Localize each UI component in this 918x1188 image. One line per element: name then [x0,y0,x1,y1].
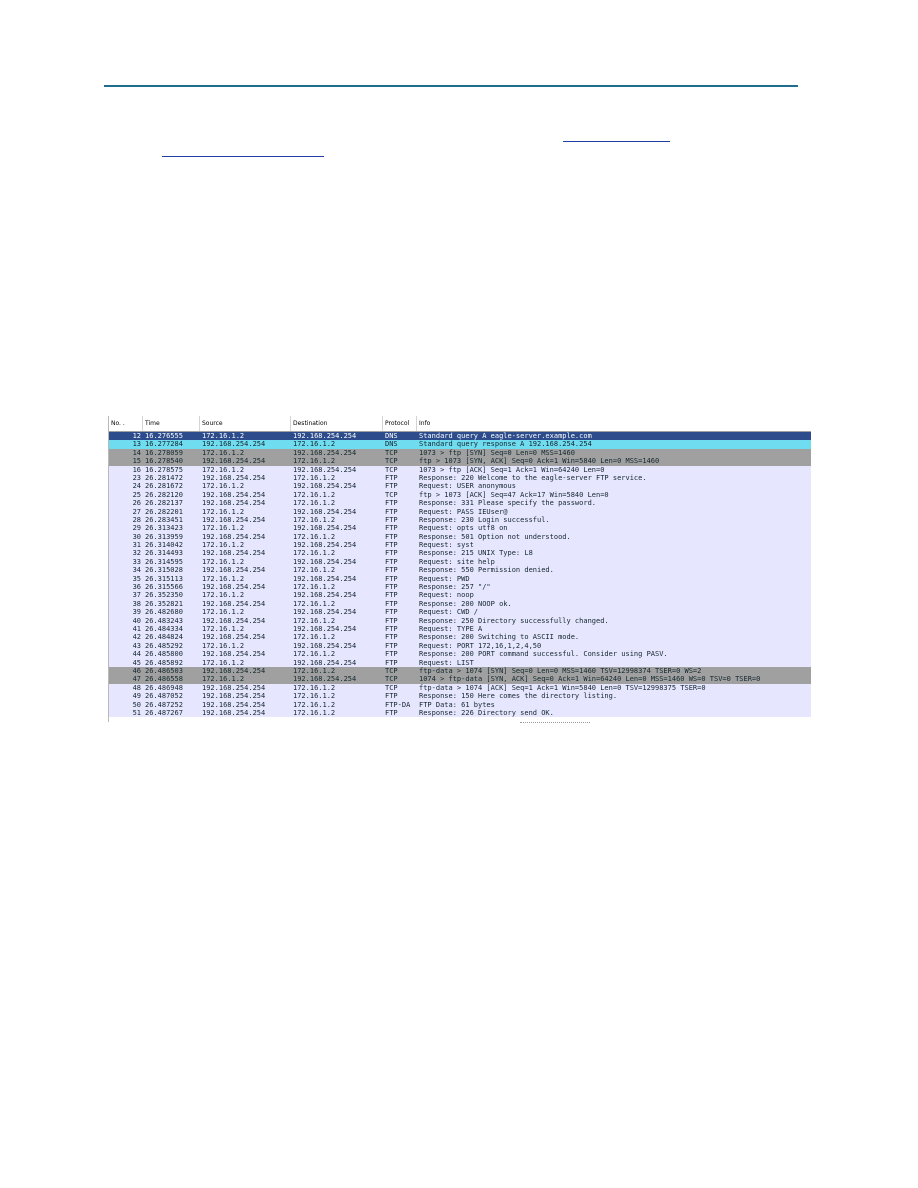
packet-time: 26.486558 [145,675,183,684]
packet-no: 31 [132,541,141,550]
packet-source: 192.168.254.254 [202,692,266,701]
packet-destination: 172.16.1.2 [293,599,336,608]
packet-info: FTP Data: 61 bytes [419,700,495,709]
packet-no: 41 [132,624,141,633]
crop-edge [520,722,590,725]
packet-time: 16.278575 [145,465,183,474]
packet-row[interactable] [109,457,811,465]
packet-row[interactable] [109,642,811,650]
packet-protocol: TCP [385,675,398,684]
packet-destination: 192.168.254.254 [293,432,357,440]
packet-info: Request: PASS IEUser@ [419,507,508,516]
packet-destination: 172.16.1.2 [293,566,336,575]
packet-source: 172.16.1.2 [202,432,245,440]
packet-destination: 172.16.1.2 [293,490,336,499]
packet-info: ftp-data > 1074 [ACK] Seq=1 Ack=1 Win=5840 Len=0 TSV=12998375 TSER=0 [419,683,706,692]
packet-time: 16.276555 [145,432,183,440]
packet-info: ftp-data > 1074 [SYN] Seq=0 Len=0 MSS=1460 TSV=12998374 TSER=0 WS=2 [419,666,702,675]
packet-no: 40 [132,616,141,625]
packet-protocol: FTP [385,692,398,701]
packet-row[interactable] [109,449,811,457]
packet-no: 50 [132,700,141,709]
packet-source: 192.168.254.254 [202,650,266,659]
packet-info: 1073 > ftp [SYN] Seq=0 Len=0 MSS=1460 [419,448,575,457]
packet-info: Request: PORT 172,16,1,2,4,50 [419,641,542,650]
packet-no: 38 [132,599,141,608]
column-header-no[interactable]: No. . [109,416,143,431]
packet-source: 172.16.1.2 [202,465,245,474]
packet-info: Response: 550 Permission denied. [419,566,554,575]
packet-time: 26.485800 [145,650,183,659]
packet-protocol: FTP [385,616,398,625]
packet-row[interactable] [109,558,811,566]
packet-time: 26.313959 [145,532,183,541]
packet-row[interactable] [109,474,811,482]
packet-info: Standard query A eagle-server.example.com [419,432,592,440]
packet-protocol: FTP [385,482,398,491]
packet-destination: 172.16.1.2 [293,692,336,701]
packet-row[interactable] [109,617,811,625]
packet-destination: 172.16.1.2 [293,515,336,524]
packet-no: 51 [132,708,141,717]
packet-destination: 192.168.254.254 [293,507,357,516]
packet-destination: 172.16.1.2 [293,708,336,717]
packet-protocol: DNS [385,432,398,440]
packet-info: Response: 200 PORT command successful. Consider using PASV. [419,650,668,659]
packet-row[interactable] [109,684,811,692]
packet-info: Response: 200 NOOP ok. [419,599,512,608]
packet-no: 42 [132,633,141,642]
packet-row[interactable] [109,541,811,549]
packet-protocol: FTP [385,608,398,617]
packet-destination: 172.16.1.2 [293,549,336,558]
packet-no: 27 [132,507,141,516]
packet-destination: 192.168.254.254 [293,624,357,633]
packet-no: 35 [132,574,141,583]
packet-row[interactable] [109,491,811,499]
packet-no: 13 [132,440,141,449]
packet-source: 172.16.1.2 [202,658,245,667]
packet-time: 26.486948 [145,683,183,692]
packet-protocol: FTP [385,633,398,642]
hyperlink-underline[interactable] [563,131,670,142]
packet-info: Request: LIST [419,658,474,667]
packet-protocol: FTP [385,583,398,592]
packet-row[interactable] [109,650,811,658]
packet-row[interactable] [109,633,811,641]
packet-info: Response: 250 Directory successfully changed. [419,616,609,625]
packet-protocol: FTP [385,574,398,583]
packet-destination: 172.16.1.2 [293,666,336,675]
packet-protocol: FTP-DA [385,700,411,709]
packet-destination: 172.16.1.2 [293,650,336,659]
packet-protocol: FTP [385,557,398,566]
packet-no: 34 [132,566,141,575]
packet-source: 172.16.1.2 [202,524,245,533]
packet-row[interactable] [109,566,811,574]
column-header-source[interactable]: Source [200,416,291,431]
packet-destination: 172.16.1.2 [293,700,336,709]
packet-no: 33 [132,557,141,566]
packet-source: 192.168.254.254 [202,490,266,499]
packet-row[interactable] [109,516,811,524]
packet-destination: 192.168.254.254 [293,658,357,667]
packet-protocol: TCP [385,448,398,457]
packet-info: Request: opts utf8 on [419,524,508,533]
packet-destination: 192.168.254.254 [293,541,357,550]
packet-row[interactable] [109,466,811,474]
packet-time: 26.483243 [145,616,183,625]
packet-info: Response: 226 Directory send OK. [419,708,554,717]
packet-protocol: TCP [385,490,398,499]
packet-no: 45 [132,658,141,667]
packet-info: Response: 257 "/" [419,583,491,592]
packet-destination: 192.168.254.254 [293,524,357,533]
packet-info: Request: USER anonymous [419,482,516,491]
packet-source: 172.16.1.2 [202,608,245,617]
packet-row[interactable] [109,608,811,616]
packet-protocol: FTP [385,650,398,659]
packet-info: Request: site help [419,557,495,566]
packet-time: 26.487052 [145,692,183,701]
packet-time: 26.315113 [145,574,183,583]
packet-time: 26.314042 [145,541,183,550]
packet-destination: 172.16.1.2 [293,532,336,541]
packet-row[interactable] [109,499,811,507]
column-header-destination[interactable]: Destination [291,416,383,431]
packet-protocol: FTP [385,473,398,482]
column-header-row [109,416,811,432]
packet-destination: 172.16.1.2 [293,633,336,642]
packet-time: 26.282137 [145,499,183,508]
packet-protocol: FTP [385,532,398,541]
packet-info: Response: 331 Please specify the password. [419,499,597,508]
packet-info: 1073 > ftp [ACK] Seq=1 Ack=1 Win=64240 Len=0 [419,465,605,474]
packet-source: 192.168.254.254 [202,457,266,466]
packet-no: 48 [132,683,141,692]
packet-info: Response: 200 Switching to ASCII mode. [419,633,580,642]
packet-protocol: FTP [385,524,398,533]
packet-row[interactable] [109,549,811,557]
packet-protocol: TCP [385,683,398,692]
packet-no: 43 [132,641,141,650]
packet-row[interactable] [109,482,811,490]
packet-destination: 172.16.1.2 [293,473,336,482]
packet-protocol: FTP [385,641,398,650]
packet-source: 192.168.254.254 [202,499,266,508]
packet-source: 172.16.1.2 [202,541,245,550]
packet-destination: 172.16.1.2 [293,499,336,508]
packet-destination: 172.16.1.2 [293,616,336,625]
packet-source: 192.168.254.254 [202,583,266,592]
packet-time: 16.277284 [145,440,183,449]
packet-time: 26.282201 [145,507,183,516]
packet-no: 25 [132,490,141,499]
packet-destination: 172.16.1.2 [293,457,336,466]
packet-row[interactable] [109,575,811,583]
packet-rows [109,432,811,717]
packet-info: Response: 150 Here comes the directory listing. [419,692,618,701]
packet-source: 172.16.1.2 [202,675,245,684]
packet-source: 192.168.254.254 [202,683,266,692]
packet-row[interactable] [109,440,811,448]
packet-no: 14 [132,448,141,457]
packet-source: 172.16.1.2 [202,591,245,600]
packet-destination: 192.168.254.254 [293,465,357,474]
packet-no: 46 [132,666,141,675]
packet-row[interactable] [109,701,811,709]
packet-destination: 172.16.1.2 [293,440,336,449]
packet-source: 172.16.1.2 [202,482,245,491]
packet-info: Standard query response A 192.168.254.254 [419,440,592,449]
packet-time: 26.313423 [145,524,183,533]
packet-protocol: FTP [385,541,398,550]
packet-info: Request: syst [419,541,474,550]
packet-protocol: FTP [385,499,398,508]
packet-info: Response: 501 Option not understood. [419,532,571,541]
packet-no: 12 [132,432,141,440]
packet-no: 23 [132,473,141,482]
packet-source: 192.168.254.254 [202,473,266,482]
packet-time: 26.484824 [145,633,183,642]
packet-time: 26.484334 [145,624,183,633]
packet-time: 26.315028 [145,566,183,575]
packet-no: 49 [132,692,141,701]
hyperlink-underline[interactable] [162,146,324,157]
column-header-protocol[interactable]: Protocol [383,416,417,431]
packet-destination: 172.16.1.2 [293,683,336,692]
packet-row[interactable] [109,709,811,717]
packet-no: 37 [132,591,141,600]
packet-no: 15 [132,457,141,466]
packet-time: 26.485892 [145,658,183,667]
packet-no: 26 [132,499,141,508]
packet-source: 172.16.1.2 [202,507,245,516]
packet-time: 26.281672 [145,482,183,491]
packet-info: Response: 215 UNIX Type: L8 [419,549,533,558]
packet-no: 32 [132,549,141,558]
packet-source: 192.168.254.254 [202,633,266,642]
packet-row[interactable] [109,667,811,675]
packet-protocol: FTP [385,708,398,717]
header-rule [104,85,798,87]
packet-destination: 192.168.254.254 [293,557,357,566]
packet-info: Response: 230 Login successful. [419,515,550,524]
packet-time: 16.278540 [145,457,183,466]
packet-destination: 192.168.254.254 [293,448,357,457]
packet-row[interactable] [109,524,811,532]
packet-row[interactable] [109,675,811,683]
packet-time: 26.314493 [145,549,183,558]
packet-source: 172.16.1.2 [202,448,245,457]
packet-protocol: DNS [385,440,398,449]
packet-protocol: FTP [385,566,398,575]
packet-row[interactable] [109,583,811,591]
packet-source: 172.16.1.2 [202,574,245,583]
packet-info: 1074 > ftp-data [SYN, ACK] Seq=0 Ack=1 Win=64240 Len=0 MSS=1460 WS=0 TSV=0 TSER=0 [419,675,761,684]
packet-source: 192.168.254.254 [202,708,266,717]
packet-source: 192.168.254.254 [202,549,266,558]
packet-no: 16 [132,465,141,474]
packet-no: 29 [132,524,141,533]
packet-destination: 192.168.254.254 [293,482,357,491]
packet-protocol: FTP [385,599,398,608]
packet-destination: 192.168.254.254 [293,675,357,684]
packet-source: 192.168.254.254 [202,532,266,541]
packet-destination: 192.168.254.254 [293,641,357,650]
packet-source: 172.16.1.2 [202,641,245,650]
packet-no: 24 [132,482,141,491]
packet-protocol: TCP [385,465,398,474]
packet-time: 16.278059 [145,448,183,457]
packet-source: 192.168.254.254 [202,616,266,625]
packet-info: Request: PWD [419,574,470,583]
packet-time: 26.352350 [145,591,183,600]
packet-destination: 192.168.254.254 [293,591,357,600]
packet-row[interactable] [109,591,811,599]
packet-no: 44 [132,650,141,659]
packet-info: Request: CWD / [419,608,479,617]
packet-no: 30 [132,532,141,541]
packet-list-pane [108,416,811,722]
packet-info: Response: 220 Welcome to the eagle-server FTP service. [419,473,647,482]
packet-source: 192.168.254.254 [202,666,266,675]
packet-time: 26.487267 [145,708,183,717]
packet-protocol: FTP [385,549,398,558]
packet-row[interactable] [109,625,811,633]
packet-protocol: FTP [385,624,398,633]
packet-protocol: TCP [385,457,398,466]
packet-no: 36 [132,583,141,592]
packet-row[interactable] [109,533,811,541]
packet-protocol: FTP [385,591,398,600]
packet-destination: 192.168.254.254 [293,574,357,583]
packet-protocol: FTP [385,515,398,524]
packet-time: 26.281472 [145,473,183,482]
packet-info: Request: TYPE A [419,624,483,633]
packet-protocol: FTP [385,658,398,667]
packet-row[interactable] [109,692,811,700]
packet-protocol: TCP [385,666,398,675]
packet-info: Request: noop [419,591,474,600]
packet-destination: 172.16.1.2 [293,583,336,592]
packet-source: 192.168.254.254 [202,599,266,608]
packet-source: 192.168.254.254 [202,700,266,709]
packet-source: 192.168.254.254 [202,440,266,449]
packet-protocol: FTP [385,507,398,516]
packet-time: 26.314595 [145,557,183,566]
packet-no: 28 [132,515,141,524]
packet-info: ftp > 1073 [ACK] Seq=47 Ack=17 Win=5840 Len=0 [419,490,609,499]
packet-time: 26.283451 [145,515,183,524]
packet-source: 172.16.1.2 [202,557,245,566]
packet-time: 26.486503 [145,666,183,675]
packet-source: 172.16.1.2 [202,624,245,633]
packet-time: 26.315566 [145,583,183,592]
packet-row[interactable] [109,600,811,608]
packet-time: 26.487252 [145,700,183,709]
packet-info: ftp > 1073 [SYN, ACK] Seq=0 Ack=1 Win=5840 Len=0 MSS=1460 [419,457,660,466]
column-header-time[interactable]: Time [143,416,200,431]
packet-destination: 192.168.254.254 [293,608,357,617]
packet-no: 47 [132,675,141,684]
packet-time: 26.482680 [145,608,183,617]
packet-time: 26.352821 [145,599,183,608]
packet-time: 26.282120 [145,490,183,499]
packet-no: 39 [132,608,141,617]
column-header-info[interactable]: Info [419,420,431,427]
packet-time: 26.485292 [145,641,183,650]
packet-row[interactable] [109,508,811,516]
packet-source: 192.168.254.254 [202,515,266,524]
packet-row[interactable] [109,659,811,667]
packet-source: 192.168.254.254 [202,566,266,575]
packet-row[interactable] [109,432,811,440]
